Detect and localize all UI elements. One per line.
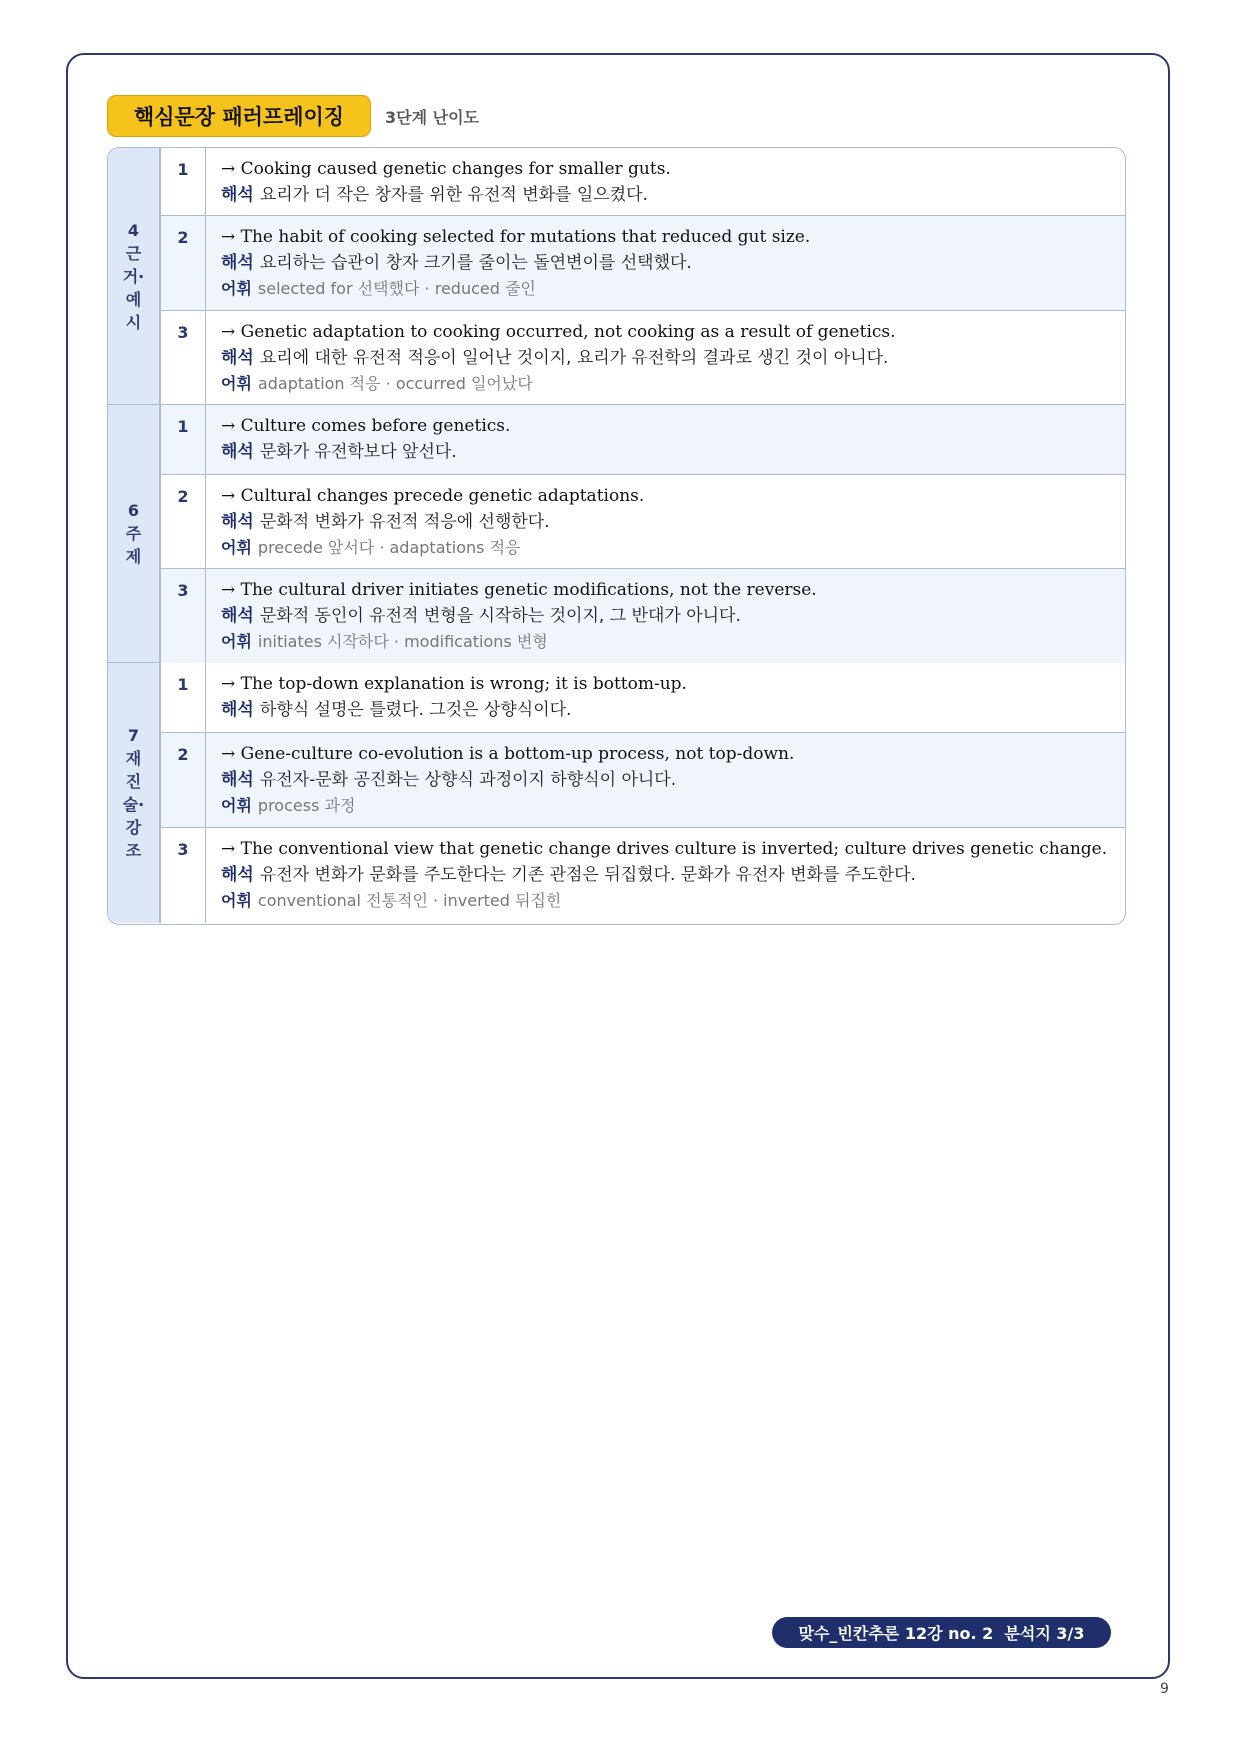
vocabulary-tag: 어휘 [221,796,252,815]
translation-text: 문화적 변화가 유전적 적응에 선행한다. [259,512,550,532]
table-row [161,828,1125,923]
row-content [221,836,1115,914]
row-number: 2 [161,733,206,827]
group-label-char: 근 [125,243,142,263]
group-label-char: 주 [125,524,142,543]
korean-translation [221,697,1115,723]
table-row [161,216,1125,311]
translation-tag: 해석 [221,606,254,626]
group-label-char: 4 [127,220,140,240]
section-header [107,95,479,137]
section-title-badge: 핵심문장 패러프레이징 [107,95,371,137]
vocabulary-tag: 어휘 [221,632,252,651]
english-sentence: → Gene-culture co-evolution is a bottom-up process, not top-down. [221,744,795,764]
row-number: 1 [161,148,206,215]
korean-translation [221,439,1115,465]
vocabulary [221,629,1115,655]
korean-translation [221,182,1115,208]
translation-tag: 해석 [221,865,254,885]
korean-translation [221,509,1115,535]
translation-tag: 해석 [221,700,254,720]
translation-tag: 해석 [221,512,254,532]
english-sentence: → The cultural driver initiates genetic modifications, not the reverse. [221,580,817,600]
korean-translation [221,862,1115,888]
row-content [221,319,1115,397]
vocabulary-text: selected for 선택했다 · reduced 줄인 [257,279,536,298]
table-row [161,311,1125,405]
group-label-char: 시 [125,312,142,332]
vocabulary [221,888,1115,914]
english-sentence: → The top-down explanation is wrong; it is bottom-up. [221,674,687,694]
table-row [161,148,1125,216]
group-label-char: 강 [125,818,142,837]
korean-translation [221,603,1115,629]
translation-text: 요리하는 습관이 창자 크기를 줄이는 돌연변이를 선택했다. [259,253,692,273]
row-number: 3 [161,828,206,923]
english-sentence: → Culture comes before genetics. [221,416,511,436]
group-label-char: 예 [125,289,142,309]
translation-tag: 해석 [221,442,254,462]
vocabulary-tag: 어휘 [221,374,252,393]
group-label-char: 재 [125,749,142,768]
paraphrase-table [107,147,1126,925]
difficulty-level: 3단계 난이도 [385,107,479,127]
group-label-char: 술· [122,795,145,814]
row-number: 2 [161,216,206,310]
english-sentence: → The conventional view that genetic change drives culture is inverted; culture drives genetic change. [221,839,1108,859]
vocabulary [221,371,1115,397]
row-content [221,156,1115,208]
english-sentence: → Cooking caused genetic changes for smaller guts. [221,159,671,179]
footer-badge: 맞수_빈칸추론 12강 no. 2 분석지 3/3 [772,1617,1111,1648]
group-label [108,148,161,404]
vocabulary [221,276,1115,302]
translation-text: 유전자-문화 공진화는 상향식 과정이지 하향식이 아니다. [259,770,677,790]
row-content [221,671,1115,723]
group-label-char: 조 [125,841,142,860]
korean-translation [221,250,1115,276]
group-label [108,663,161,923]
english-sentence: → Genetic adaptation to cooking occurred, not cooking as a result of genetics. [221,322,896,342]
vocabulary-text: conventional 전통적인 · inverted 뒤집힌 [257,891,562,910]
translation-text: 요리가 더 작은 창자를 위한 유전적 변화를 일으켰다. [259,185,648,205]
row-content [221,413,1115,465]
group-label-char: 7 [127,726,140,745]
group-label-char: 제 [125,547,142,566]
group-theme [108,405,1125,663]
row-number: 3 [161,311,206,405]
vocabulary [221,793,1115,819]
table-row [161,405,1125,475]
row-number: 1 [161,663,206,732]
table-row [161,475,1125,569]
table-row [161,569,1125,663]
vocabulary-tag: 어휘 [221,279,252,298]
row-content [221,483,1115,561]
row-number: 1 [161,405,206,474]
group-label [108,405,161,662]
vocabulary-text: precede 앞서다 · adaptations 적응 [257,538,521,557]
vocabulary-text: adaptation 적응 · occurred 일어났다 [257,374,533,393]
group-label-char: 거· [122,266,145,286]
row-number: 3 [161,569,206,663]
vocabulary-text: initiates 시작하다 · modifications 변형 [257,632,548,651]
english-sentence: → The habit of cooking selected for mutations that reduced gut size. [221,227,811,247]
table-row [161,663,1125,733]
vocabulary-text: process 과정 [257,796,356,815]
english-sentence: → Cultural changes precede genetic adaptations. [221,486,645,506]
translation-text: 요리에 대한 유전적 적응이 일어난 것이지, 요리가 유전학의 결과로 생긴 것이 아니다. [259,348,889,368]
group-restatement [108,663,1125,923]
translation-text: 문화가 유전학보다 앞선다. [259,442,457,462]
translation-text: 유전자 변화가 문화를 주도한다는 기존 관점은 뒤집혔다. 문화가 유전자 변화를 주도한다. [259,865,916,885]
translation-tag: 해석 [221,185,254,205]
korean-translation [221,767,1115,793]
translation-tag: 해석 [221,253,254,273]
translation-tag: 해석 [221,770,254,790]
page-number: 9 [1160,1681,1169,1697]
translation-text: 하향식 설명은 틀렸다. 그것은 상향식이다. [259,700,572,720]
korean-translation [221,345,1115,371]
translation-tag: 해석 [221,348,254,368]
row-content [221,577,1115,655]
group-label-char: 진 [125,772,142,791]
row-content [221,224,1115,302]
translation-text: 문화적 동인이 유전적 변형을 시작하는 것이지, 그 반대가 아니다. [259,606,741,626]
table-row [161,733,1125,828]
group-label-char: 6 [127,501,140,520]
vocabulary [221,535,1115,561]
vocabulary-tag: 어휘 [221,538,252,557]
row-number: 2 [161,475,206,568]
group-evidence [108,148,1125,405]
row-content [221,741,1115,819]
vocabulary-tag: 어휘 [221,891,252,910]
